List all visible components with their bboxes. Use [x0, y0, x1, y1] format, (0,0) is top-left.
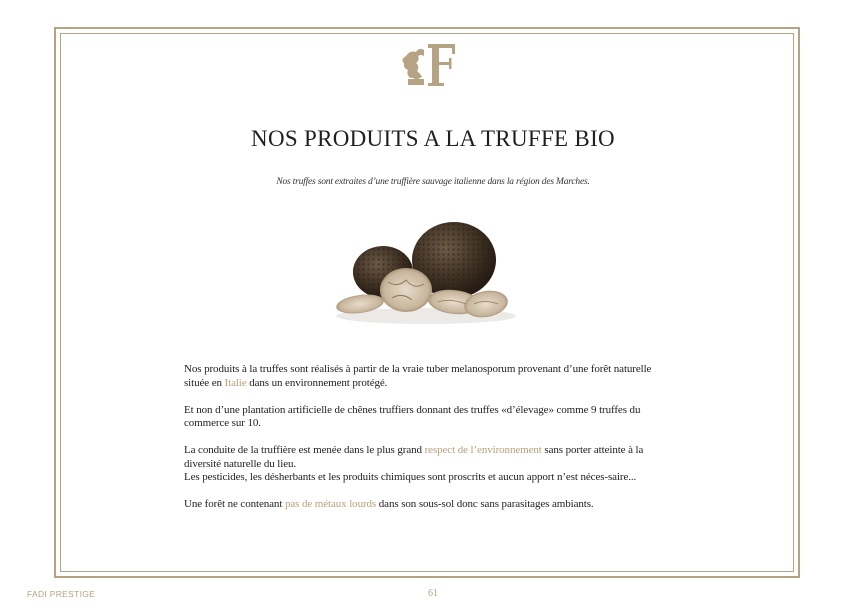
truffle-photo — [326, 212, 526, 330]
paragraph-origin: Nos produits à la truffes sont réalisés à partir de la vraie tuber melanosporum provenant d’une forêt naturelle située en Italie dans un environnement protégé. — [184, 363, 652, 389]
paragraph-plantation: Et non d’une plantation artificielle de chênes truffiers donnant des truffes «d’élevage» comme 9 truffes du commerce sur 10. — [184, 403, 641, 429]
page-subtitle: Nos truffes sont extraites d’une truffière sauvage italienne dans la région des Marches. — [276, 177, 590, 187]
body-text — [184, 363, 676, 525]
highlight-respect: respect de l’environnement — [424, 444, 542, 456]
page-title: NOS PRODUITS A LA TRUFFE BIO — [251, 126, 615, 151]
monogram-logo-icon — [400, 38, 460, 90]
page-number: 61 — [428, 588, 438, 599]
paragraph-metals: Une forêt ne contenant pas de métaux lourds dans son sous-sol donc sans parasitages ambiants. — [184, 498, 594, 510]
paragraph-environment: La conduite de la truffière est menée dans le plus grand respect de l’environnement sans porter atteinte à la diversité naturelle du lieu. Les pesticides, les désherbants et les produits chimiques sont proscrits et aucun apport n’est néces-saire... — [184, 444, 644, 483]
highlight-metaux: pas de métaux lourds — [284, 498, 377, 510]
highlight-italie: Italie — [224, 376, 247, 389]
footer-brand: FADI PRESTIGE — [27, 589, 96, 599]
